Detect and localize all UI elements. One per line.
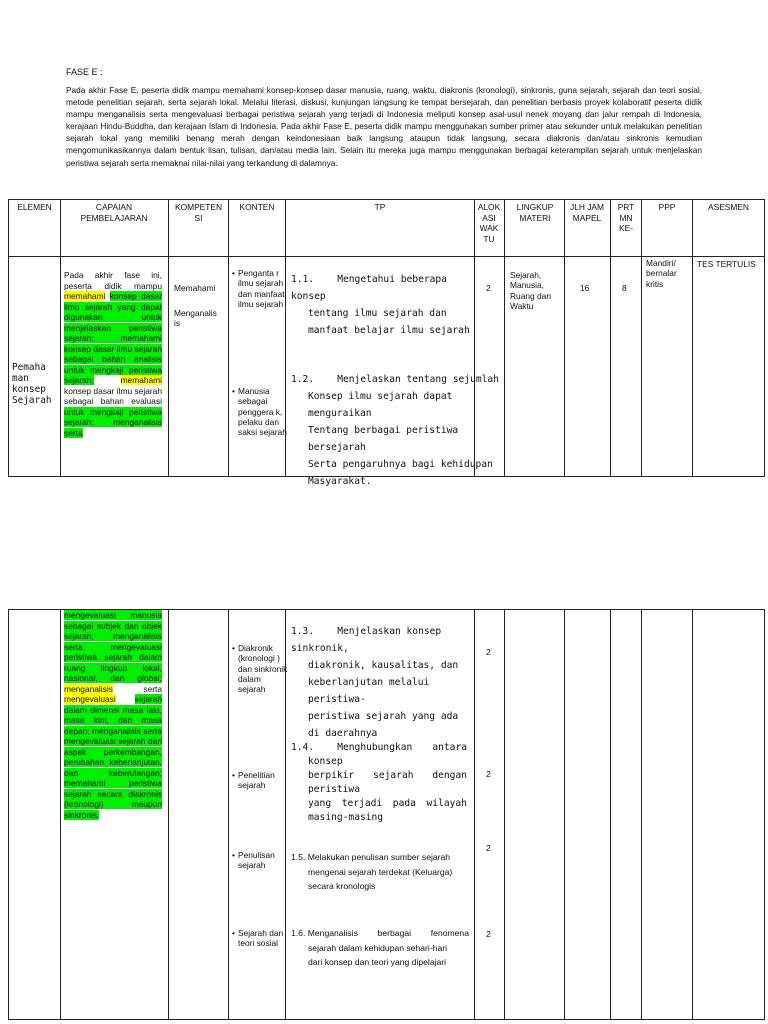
tp-1-6: 1.6. Menganalisis berbagai fenomena sejarah dalam kehidupan sehari-hari dari konsep dan teori yang dipelajari — [291, 928, 469, 967]
header-tp: TP — [374, 202, 386, 212]
kompetensi-1: Memahami — [174, 283, 216, 293]
capaian-text-2: mengevaluasi manusia sebagai subjek dan objek sejarah; menganalisis serta mengevaluasi peristiwa sejarah dalam ruang lingkup lokal, nasional, dan global; menganalisis serta mengevaluasi sejarah dalam dimensi masa lalu, masa kini, dan masa depan; menganalisis serta mengevaluasi sejarah dari aspek perkembangan, perubahan, keberlanjutan, dan keberulangan; memahami peristiwa sejarah secara diakronis (kronologi) maupun sinkronis. — [64, 610, 162, 820]
alokasi-value: 2 — [486, 647, 491, 657]
ppp-value: Mandiri/ bernalar kritis — [646, 258, 677, 289]
header-kompetensi: KOMPETEN SI — [175, 202, 222, 223]
konten-item: • Sejarah dan teori sosial — [232, 928, 284, 949]
header-elemen: ELEMEN — [17, 202, 52, 212]
header-capaian: CAPAIAN PEMBELAJARAN — [80, 202, 148, 223]
tp-1-1: 1.1. Mengetahui beberapa konsep tentang ilmu sejarah dan manfaat belajar ilmu sejarah — [291, 274, 470, 336]
prt-value: 8 — [622, 283, 627, 293]
fase-label: FASE E : — [66, 67, 103, 77]
intro-paragraph: Pada akhir Fase E, peserta didik mampu memahami konsep-konsep dasar manusia, ruang, waktu, diakronis (kronologi), sinkronis, guna sejarah, sejarah dan teori sosial, metode penelitian sejarah, serta sejarah lokal. Melalui literasi, diskusi, kunjungan langsung ke tempat bersejarah, dan penelitian berbasis proyek kolaboratif peserta didik mampu menganalisis serta mengevaluasi berbagai peristiwa sejarah yang terjadi di Indonesia meliputi konsep asal-usul nenek moyang dan jalur rempah di Indonesia, kerajaan Hindu-Buddha, dan kerajaan Islam di Indonesia. Pada akhir Fase E, peserta didik mampu menggunakan sumber primer atau sekunder untuk melakukan penelitian sejarah lokal yang memiliki benang merah dengan keindonesiaan baik langsung ataupun tidak langsung, secara diakronis dan/atau sinkronis kemudian mengomunikasikannya dalam bentuk lisan, tulisan, dan/atau media lain. Selain itu mereka juga mampu menggunakan berbagai keterampilan sejarah untuk menjelaskan peristiwa sejarah serta memaknai nilai-nilai yang terkandung di dalamnya. — [66, 85, 702, 168]
konten-item: • Penelitian sejarah — [232, 770, 275, 791]
asesmen-value: TES TERTULIS — [697, 259, 756, 269]
alokasi-value: 2 — [486, 769, 491, 779]
konten-item: • Manusia sebagai penggera k, pelaku dan saksi sejarah — [232, 386, 287, 438]
header-alokasi: ALOK ASI WAK TU — [477, 202, 501, 244]
tp-1-4: 1.4. Menghubungkan antara konsep berpikir sejarah dengan peristiwa yang terjadi pada wilayah masing-masing — [291, 742, 467, 823]
konten-item: • Penulisan sejarah — [232, 850, 275, 871]
tp-1-2: 1.2. Menjelaskan tentang sejumlah Konsep ilmu sejarah dapat menguraikan Tentang berbagai peristiwa bersejarah Serta pengaruhnya bagi kehidupan Masyarakat. — [291, 374, 499, 487]
lingkup-value: Sejarah, Manusia, Ruang dan Waktu — [510, 270, 551, 312]
capaian-text-1: Pada akhir fase ini, peserta didik mampu memahami konsep dasar ilmu sejarah yang dapat digunakan untuk menjelaskan peristiwa sejarah; memahami konsep dasar ilmu sejarah sebagai bahan analisis untuk mengkaji peristiwa sejarah; memahami konsep dasar ilmu sejarah sebagai bahan evaluasi untuk mengkaji peristiwa sejarah; menganalisis serta — [64, 270, 162, 438]
header-konten: KONTEN — [239, 202, 275, 212]
jlh-value: 16 — [580, 283, 590, 293]
header-ppp: PPP — [658, 202, 676, 212]
header-asesmen: ASESMEN — [708, 202, 749, 212]
alokasi-value: 2 — [486, 843, 491, 853]
header-prt: PRT MN KE- — [617, 202, 635, 233]
alokasi-value: 2 — [486, 929, 491, 939]
tp-1-3: 1.3. Menjelaskan konsep sinkronik, diakronik, kausalitas, dan keberlanjutan melalui peristiwa- peristiwa sejarah yang ada di daerahnya — [291, 626, 459, 739]
konten-item: • Diakronik (kronologi ) dan sinkronik dalam sejarah — [232, 643, 288, 695]
header-lingkup: LINGKUP MATERI — [516, 202, 554, 223]
elemen-value: Pemaha man konsep Sejarah — [12, 362, 52, 406]
kompetensi-2: Menganalis is — [174, 308, 217, 329]
tp-1-5: 1.5. Melakukan penulisan sumber sejarah mengenai sejarah terdekat (Keluarga) secara kronologis — [291, 852, 453, 891]
header-jlh: JLH JAM MAPEL — [570, 202, 604, 223]
konten-item: • Penganta r ilmu sejarah dan manfaat ilmu sejarah — [232, 268, 285, 309]
alokasi-value: 2 — [486, 283, 491, 293]
